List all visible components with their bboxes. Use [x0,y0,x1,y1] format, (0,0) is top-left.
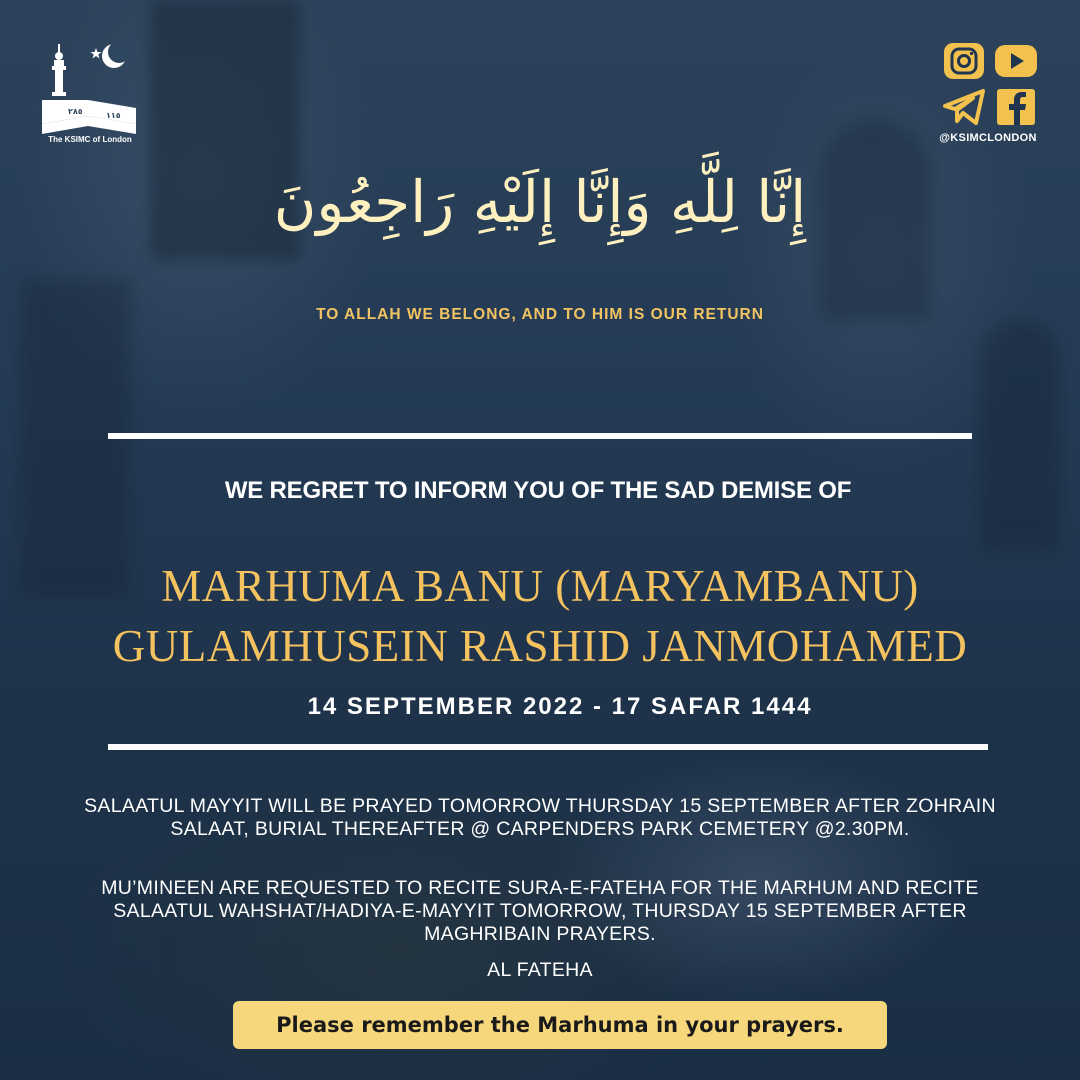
deceased-name-line2: GULAMHUSEIN RASHID JANMOHAMED [112,621,968,671]
arabic-verse: إِنَّا لِلَّهِ وَإِنَّا إِلَيْهِ رَاجِعُونَ [273,168,807,236]
funeral-prayer-details: SALAATUL MAYYIT WILL BE PRAYED TOMORROW THURSDAY 15 SEPTEMBER AFTER ZOHRAIN SALAAT, BURIAL THEREAFTER @ CARPENDERS PARK CEMETERY @2.30PM. [84,795,996,840]
closing-al-fateha: AL FATEHA [487,959,593,981]
social-icons [942,42,1036,126]
announcement-intro: WE REGRET TO INFORM YOU OF THE SAD DEMISE OF [224,477,852,504]
logo-caption: The KSIMC of London [48,135,132,144]
telegram-icon[interactable] [942,88,986,126]
remember-banner: Please remember the Marhuma in your prayers. [233,1001,887,1049]
social-handle[interactable]: @KSIMCLONDON [939,132,1037,144]
divider [108,433,972,439]
instagram-icon[interactable] [942,42,986,80]
svg-text:٢٨٥: ٢٨٥ [68,107,83,116]
divider [108,744,988,750]
svg-text:١١٥: ١١٥ [106,111,121,120]
verse-translation: TO ALLAH WE BELONG, AND TO HIM IS OUR RETURN [316,306,764,323]
facebook-icon[interactable] [994,88,1038,126]
youtube-icon[interactable] [994,42,1038,80]
recitation-request: MU’MINEEN ARE REQUESTED TO RECITE SURA-E-FATEHA FOR THE MARHUM AND RECITE SALAATUL WAHSHAT/HADIYA-E-MAYYIT TOMORROW, THURSDAY 15 SEPTEMBER AFTER MAGHRIBAIN PRAYERS. [101,877,979,945]
deceased-name-line1: MARHUMA BANU (MARYAMBANU) [161,561,919,611]
date-of-death: 14 SEPTEMBER 2022 - 17 SAFAR 1444 [307,693,813,720]
